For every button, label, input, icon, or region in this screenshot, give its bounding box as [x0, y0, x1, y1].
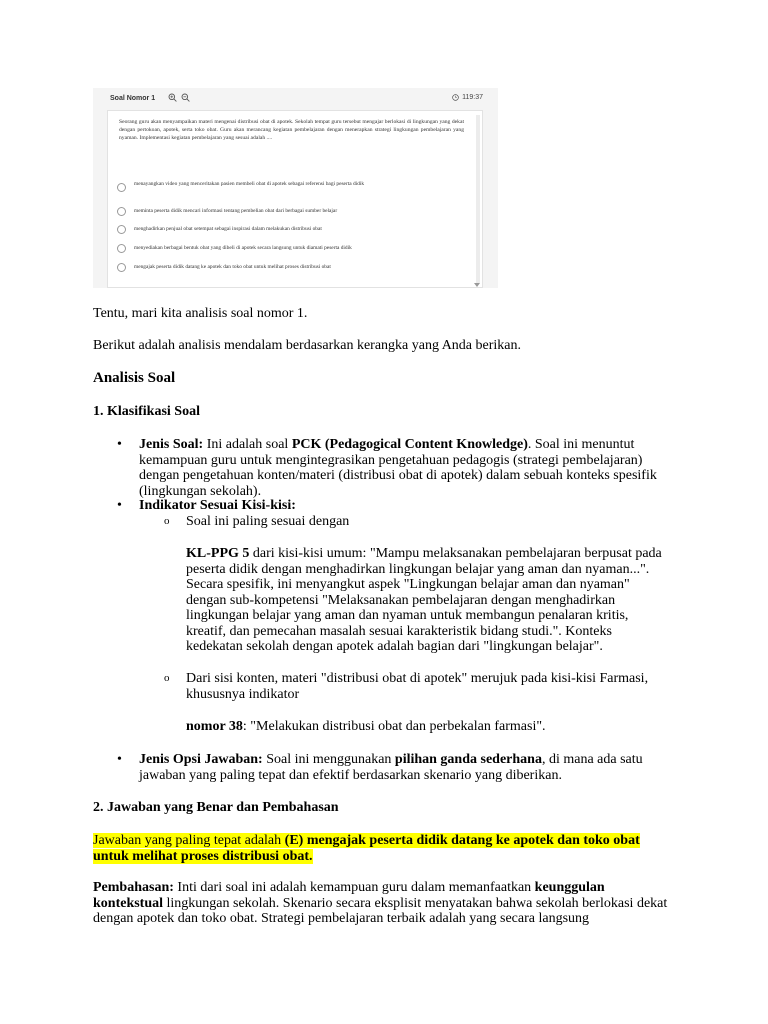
- quiz-header: [93, 88, 498, 110]
- radio-icon[interactable]: [117, 244, 126, 253]
- highlighted-answer: (E) mengajak peserta didik datang ke apotek dan toko obat untuk melihat proses distribusi obat.: [93, 833, 640, 864]
- text: : "Melakukan distribusi obat dan perbekalan farmasi".: [242, 719, 546, 734]
- section-heading-1: 1. Klasifikasi Soal: [93, 404, 200, 419]
- heading-analisis-soal: Analisis Soal: [93, 370, 176, 386]
- option-e[interactable]: [117, 263, 452, 272]
- zoom-out-icon[interactable]: [181, 93, 190, 102]
- option-text: menayangkan video yang menceritakan pasien membeli obat di apotek sebagai referensi bagi peserta didik: [134, 181, 365, 187]
- option-b[interactable]: [117, 207, 452, 216]
- quiz-timer: [452, 94, 483, 101]
- text: dari kisi-kisi umum: "Mampu melaksanakan pembelajaran berpusat pada peserta didik dengan menghadirkan lingkungan belajar yang aman dan nyaman...". Secara spesifik, ini menyangkut aspek "Lingkungan belajar aman dan nyaman" dengan sub-kompetensi "Melaksanakan pembelajaran dengan menghadirkan lingkungan belajar yang aman dan nyaman untuk membangun penalaran kritis, kreatif, dan pemecahan masalah sesuai karakteristik bidang studi.". Konteks kedekatan sekolah dengan apotek adalah bagian dari "lingkungan belajar".: [186, 546, 662, 654]
- sub-item-kl-ppg: [164, 514, 671, 530]
- answer-paragraph: [93, 833, 673, 864]
- option-d[interactable]: [117, 244, 452, 253]
- sub-item-konten-detail: [186, 719, 671, 735]
- option-text: mengajak peserta didik datang ke apotek dan toko obat untuk melihat proses distribusi obat: [134, 264, 331, 270]
- bullet-icon: •: [117, 752, 122, 767]
- scroll-down-icon[interactable]: [474, 283, 480, 287]
- label: Jenis Soal:: [139, 437, 204, 452]
- bullet-icon: •: [117, 498, 122, 513]
- radio-icon[interactable]: [117, 183, 126, 192]
- bullet-icon: •: [117, 437, 122, 452]
- option-text: menyediakan berbagai bentuk obat yang dibeli di apotek secara langsung untuk diamati peserta didik: [134, 245, 352, 251]
- text: , di mana ada satu jawaban yang paling tepat dan efektif berdasarkan skenario yang diberikan.: [139, 752, 643, 783]
- timer-value: 119:37: [462, 94, 483, 101]
- pembahasan-paragraph: [93, 880, 673, 927]
- bullet-indikator: [117, 498, 669, 514]
- zoom-in-icon[interactable]: [168, 93, 177, 102]
- quiz-title: Soal Nomor 1: [110, 95, 156, 102]
- circle-bullet-icon: o: [164, 515, 170, 527]
- sub-item-konten: [164, 671, 671, 702]
- bold-text: KL-PPG 5: [186, 546, 250, 561]
- intro-paragraph-1: Tentu, mari kita analisis soal nomor 1.: [93, 306, 308, 321]
- sub-item-kl-ppg-detail: [186, 546, 671, 655]
- text: lingkungan sekolah. Skenario secara eksplisit menyatakan bahwa sekolah berlokasi dekat dengan apotek dan toko obat. Strategi pembelajaran terbaik adalah yang secara langsung: [93, 895, 668, 926]
- question-text: Seorang guru akan menyampaikan materi mengenai distribusi obat di apotek. Sekolah tempat guru tersebut mengajar berlokasi di lingkungan yang dekat dengan pertokoan, apotek, serta toko obat. Guru akan merancang kegiatan pembelajaran dengan menerapkan strategi lingkungan pembelajaran yang nyaman. Implementasi kegiatan pembelajaran yang sesuai adalah ....: [119, 119, 464, 142]
- bold-text: PCK (Pedagogical Content Knowledge): [291, 437, 528, 452]
- circle-bullet-icon: o: [164, 672, 170, 684]
- option-text: menghadirkan penjual obat setempat sebagai inspirasi dalam melakukan distribusi obat: [134, 226, 322, 232]
- radio-icon[interactable]: [117, 207, 126, 216]
- option-a[interactable]: [117, 180, 452, 192]
- highlighted-text: Jawaban yang paling tepat adalah: [93, 833, 285, 848]
- text: Soal ini paling sesuai dengan: [186, 514, 350, 529]
- bold-text: keunggulan kontekstual: [93, 880, 605, 911]
- quiz-screenshot: [93, 88, 498, 288]
- scrollbar[interactable]: [476, 115, 480, 283]
- text: Ini adalah soal: [203, 437, 292, 452]
- radio-icon[interactable]: [117, 225, 126, 234]
- text: . Soal ini menuntut kemampuan guru untuk mengintegrasikan pengetahuan pedagogis (strategi pembelajaran) dengan pengetahuan konten/materi (distribusi obat di apotek) dalam sebuah konteks spesifik (lingkungan sekolah).: [139, 437, 657, 499]
- text: Inti dari soal ini adalah kemampuan guru dalam memanfaatkan: [173, 880, 535, 895]
- bold-text: nomor 38: [186, 719, 243, 734]
- bullet-jenis-opsi: [117, 752, 669, 783]
- option-text: meminta peserta didik mencari informasi tentang pembelian obat dari berbagai sumber belajar: [134, 208, 338, 214]
- bullet-jenis-soal: [117, 437, 669, 499]
- label: Pembahasan:: [93, 880, 174, 895]
- bold-text: pilihan ganda sederhana: [394, 752, 542, 767]
- radio-icon[interactable]: [117, 263, 126, 272]
- question-panel: [107, 110, 483, 288]
- label: Indikator Sesuai Kisi-kisi:: [139, 498, 296, 513]
- intro-paragraph-2: Berikut adalah analisis mendalam berdasarkan kerangka yang Anda berikan.: [93, 338, 522, 353]
- text: Soal ini menggunakan: [262, 752, 395, 767]
- clock-icon: [452, 94, 459, 101]
- label: Jenis Opsi Jawaban:: [139, 752, 263, 767]
- text: Dari sisi konten, materi "distribusi obat di apotek" merujuk pada kisi-kisi Farmasi, khususnya indikator: [186, 671, 649, 702]
- option-c[interactable]: [117, 225, 452, 234]
- section-heading-2: 2. Jawaban yang Benar dan Pembahasan: [93, 800, 339, 815]
